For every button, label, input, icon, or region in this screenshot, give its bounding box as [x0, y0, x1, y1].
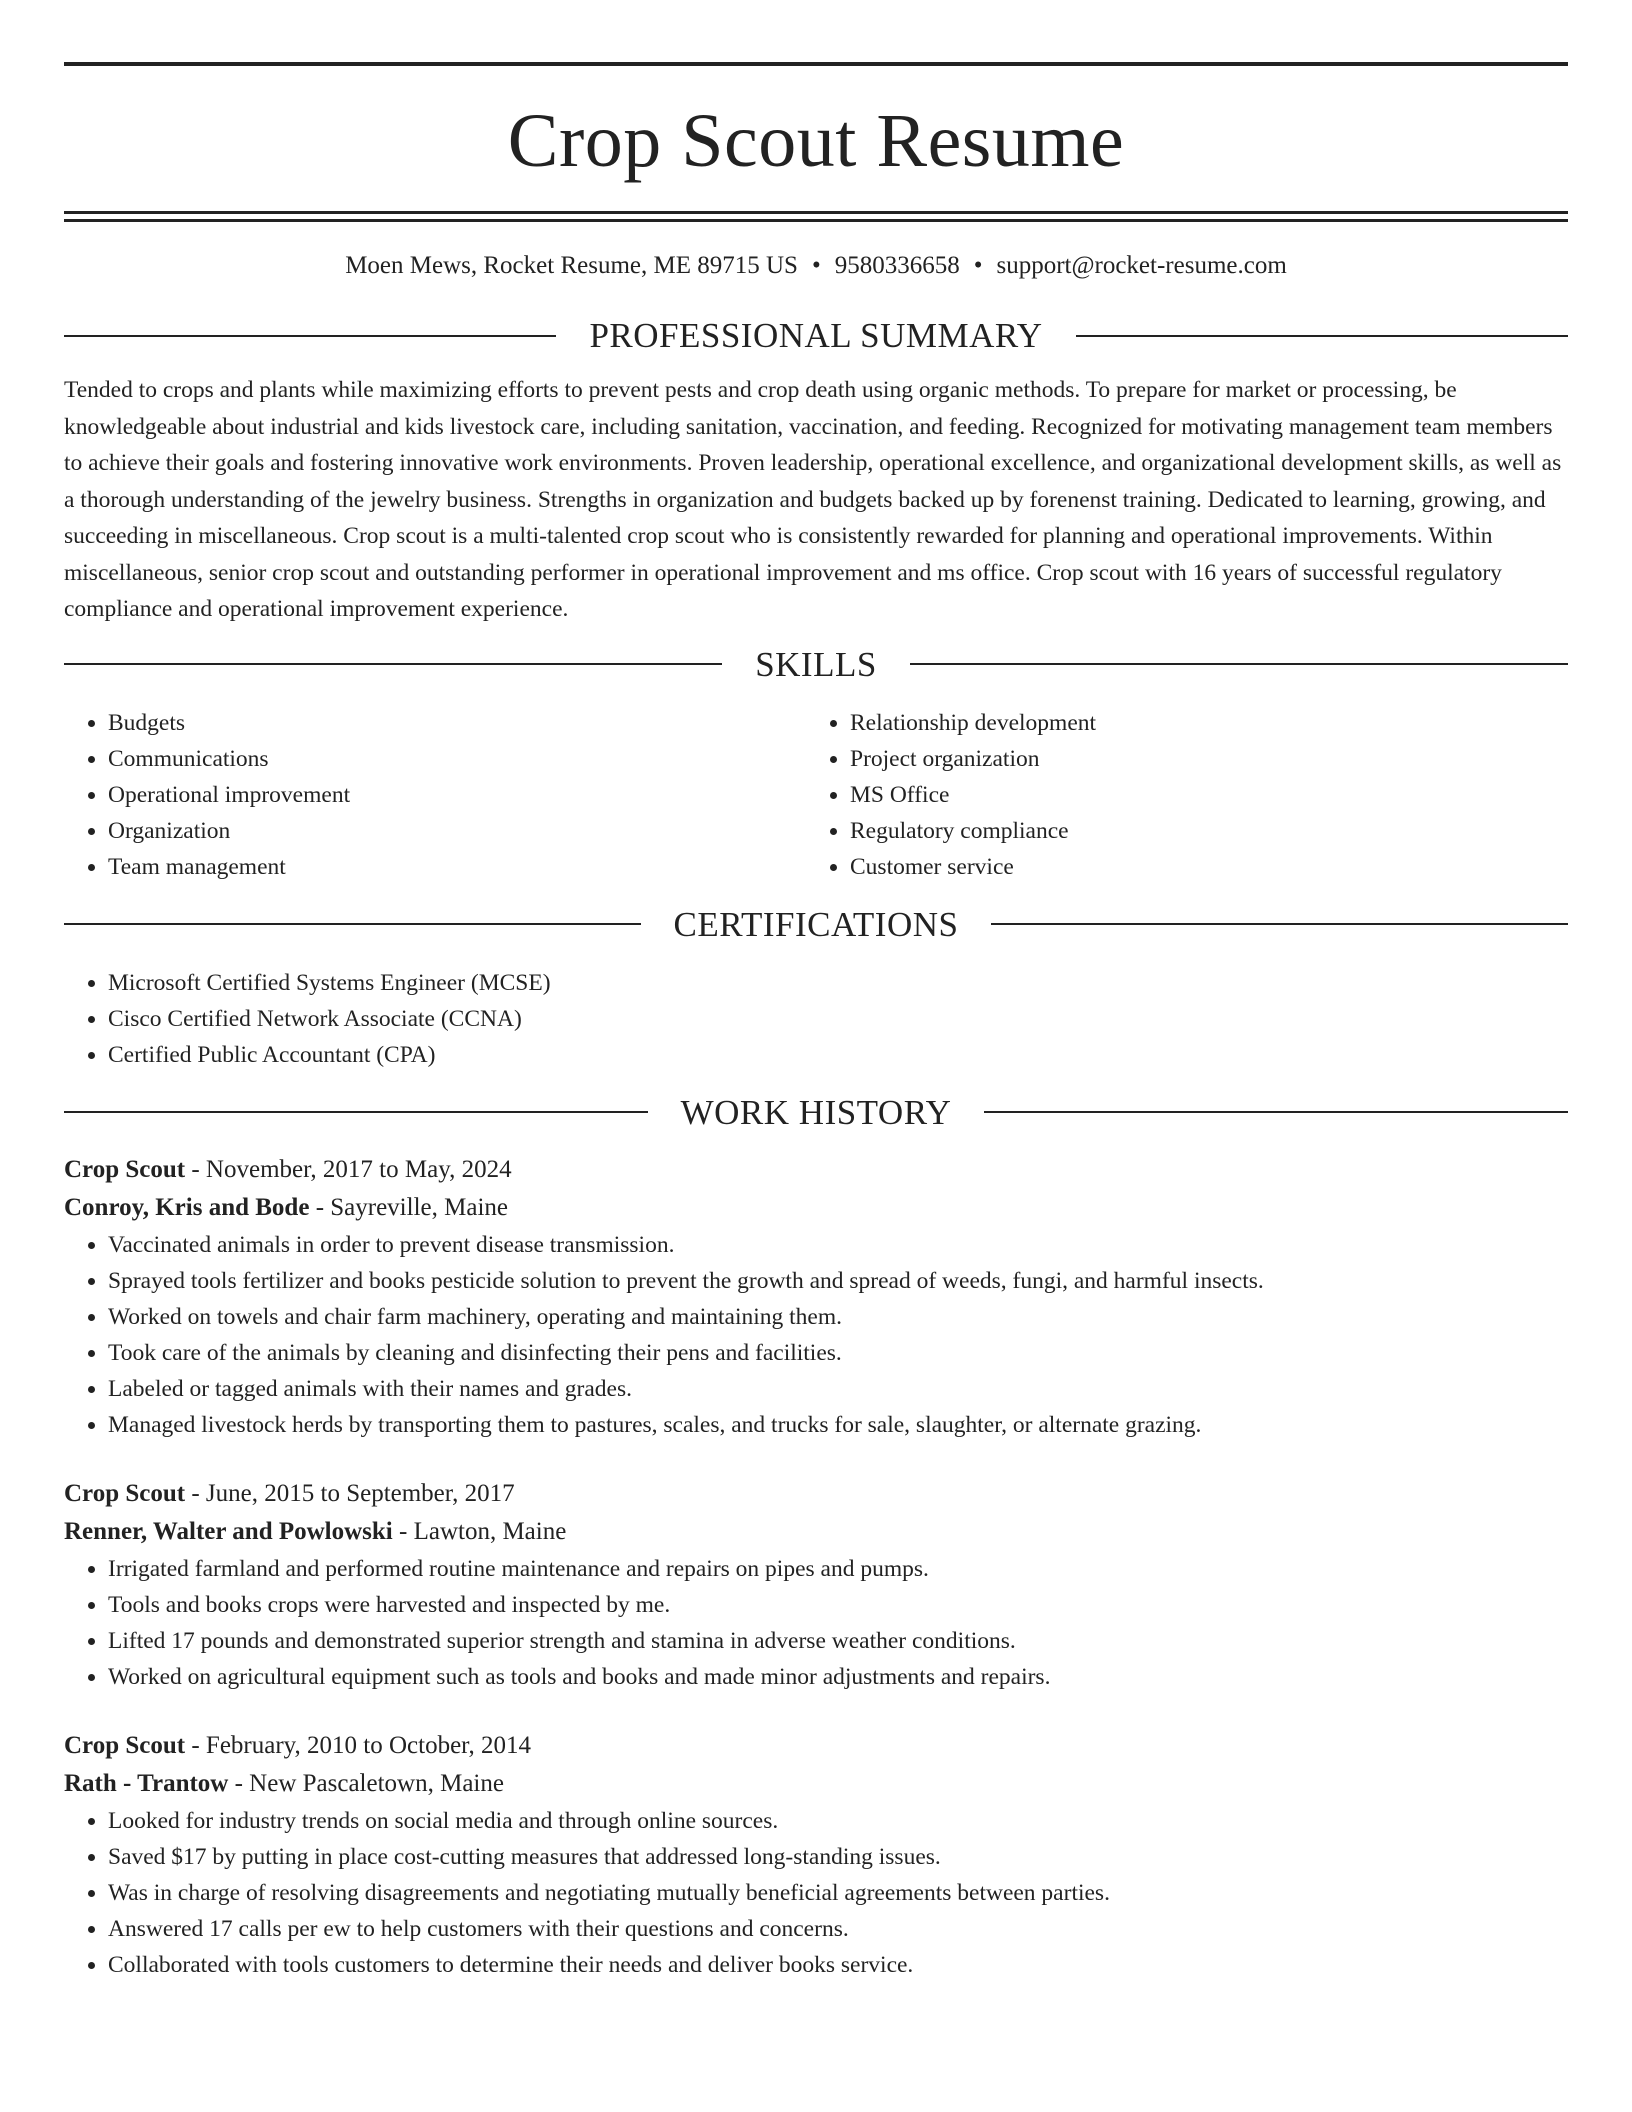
skill-item: • Team management — [108, 849, 806, 885]
job-title-line — [64, 1475, 1568, 1513]
job-duty-item: • Was in charge of resolving disagreements and negotiating mutually beneficial agreements between parties. — [108, 1875, 1568, 1911]
skills-grid — [64, 705, 1568, 885]
heading-rule — [991, 923, 1568, 925]
job-location: - New Pascaletown, Maine — [228, 1769, 504, 1797]
job-duty-item: • Saved $17 by putting in place cost-cutting measures that addressed long-standing issues. — [108, 1839, 1568, 1875]
job-dates: - June, 2015 to September, 2017 — [185, 1479, 515, 1507]
certification-item: • Certified Public Accountant (CPA) — [108, 1037, 1568, 1073]
job-duty-item: • Worked on towels and chair farm machinery, operating and maintaining them. — [108, 1299, 1568, 1335]
job-company: Conroy, Kris and Bode — [64, 1193, 310, 1221]
certifications-heading-label: CERTIFICATIONS — [673, 904, 959, 944]
certifications-list — [64, 965, 1568, 1073]
job-company-line — [64, 1189, 1568, 1227]
job-company-line — [64, 1513, 1568, 1551]
job-company: Rath - Trantow — [64, 1769, 229, 1797]
contact-phone: 9580336658 — [834, 252, 960, 279]
skills-heading — [64, 644, 1568, 684]
heading-rule — [984, 1111, 1568, 1113]
title-double-rule — [64, 211, 1568, 222]
heading-rule — [64, 663, 722, 665]
job-duty-item: • Irrigated farmland and performed routine maintenance and repairs on pipes and pumps. — [108, 1551, 1568, 1587]
contact-address: Moen Mews, Rocket Resume, ME 89715 US — [345, 252, 798, 279]
heading-rule — [1076, 335, 1568, 337]
job-duty-item: • Sprayed tools fertilizer and books pesticide solution to prevent the growth and spread of weeds, fungi, and harmful insects. — [108, 1263, 1568, 1299]
skill-item: • MS Office — [850, 777, 1568, 813]
summary-heading-label: PROFESSIONAL SUMMARY — [589, 316, 1043, 355]
job-title: Crop Scout — [64, 1155, 186, 1183]
job-duty-item: • Collaborated with tools customers to determine their needs and deliver books service. — [108, 1947, 1568, 1983]
work-history-heading — [64, 1092, 1568, 1132]
job-duty-item: • Managed livestock herds by transporting them to pastures, scales, and trucks for sale, slaughter, or alternate grazing. — [108, 1407, 1568, 1443]
job-location: - Lawton, Maine — [392, 1517, 567, 1545]
job-title-line — [64, 1727, 1568, 1765]
resume-title: Crop Scout Resume — [507, 99, 1125, 183]
skill-item: • Customer service — [850, 849, 1568, 885]
job-company: Renner, Walter and Powlowski — [64, 1517, 393, 1545]
skill-item: • Budgets — [108, 705, 806, 741]
job-title: Crop Scout — [64, 1731, 186, 1759]
heading-rule — [64, 1111, 648, 1113]
job-dates: - November, 2017 to May, 2024 — [185, 1155, 512, 1183]
job-duty-item: • Vaccinated animals in order to prevent disease transmission. — [108, 1227, 1568, 1263]
job-duties-list — [64, 1227, 1568, 1443]
job-duty-item: • Took care of the animals by cleaning and disinfecting their pens and facilities. — [108, 1335, 1568, 1371]
certification-item: • Microsoft Certified Systems Engineer (MCSE) — [108, 965, 1568, 1001]
certifications-heading — [64, 904, 1568, 944]
job-location: - Sayreville, Maine — [309, 1193, 508, 1221]
contact-email: support@rocket-resume.com — [996, 252, 1287, 279]
job-company-line — [64, 1765, 1568, 1803]
skill-item: • Operational improvement — [108, 777, 806, 813]
job-duty-item: • Labeled or tagged animals with their names and grades. — [108, 1371, 1568, 1407]
job-entry — [64, 1727, 1568, 1983]
summary-heading — [64, 318, 1568, 353]
job-duty-item: • Looked for industry trends on social media and through online sources. — [108, 1803, 1568, 1839]
certification-item: • Cisco Certified Network Associate (CCNA) — [108, 1001, 1568, 1037]
contact-separator: • — [973, 252, 983, 279]
skills-left-list — [64, 705, 806, 885]
heading-rule — [64, 923, 641, 925]
contact-line — [64, 251, 1568, 281]
job-entry — [64, 1151, 1568, 1443]
job-duty-item: • Answered 17 calls per ew to help customers with their questions and concerns. — [108, 1911, 1568, 1947]
heading-rule — [64, 335, 556, 337]
work-history-heading-label: WORK HISTORY — [680, 1092, 952, 1132]
skills-right-list — [806, 705, 1568, 885]
job-duty-item: • Worked on agricultural equipment such as tools and books and made minor adjustments and repairs. — [108, 1659, 1568, 1695]
job-title-line — [64, 1151, 1568, 1189]
skill-item: • Relationship development — [850, 705, 1568, 741]
skill-item: • Project organization — [850, 741, 1568, 777]
heading-rule — [910, 663, 1568, 665]
job-entry — [64, 1475, 1568, 1695]
skill-item: • Regulatory compliance — [850, 813, 1568, 849]
job-duty-item: • Tools and books crops were harvested and inspected by me. — [108, 1587, 1568, 1623]
skills-heading-label: SKILLS — [755, 644, 877, 684]
job-duties-list — [64, 1803, 1568, 1983]
job-duty-item: • Lifted 17 pounds and demonstrated superior strength and stamina in adverse weather conditions. — [108, 1623, 1568, 1659]
summary-text: Tended to crops and plants while maximizing efforts to prevent pests and crop death using organic methods. To prepare for market or processing, be knowledgeable about industrial and kids livestock care, including sanitation, vaccination, and feeding. Recognized for motivating management team members to achieve their goals and fostering innovative work environments. Proven leadership, operational excellence, and organizational development skills, as well as a thorough understanding of the jewelry business. Strengths in organization and budgets backed up by forenenst training. Dedicated to learning, growing, and succeeding in miscellaneous. Crop scout is a multi-talented crop scout who is consistently rewarded for planning and operational improvements. Within miscellaneous, senior crop scout and outstanding performer in operational improvement and ms office. Crop scout with 16 years of successful regulatory compliance and operational improvement experience. — [64, 377, 1562, 622]
top-rule — [64, 62, 1568, 66]
job-dates: - February, 2010 to October, 2014 — [185, 1731, 532, 1759]
job-title: Crop Scout — [64, 1479, 186, 1507]
skill-item: • Communications — [108, 741, 806, 777]
job-duties-list — [64, 1551, 1568, 1695]
skill-item: • Organization — [108, 813, 806, 849]
contact-separator: • — [811, 252, 821, 279]
